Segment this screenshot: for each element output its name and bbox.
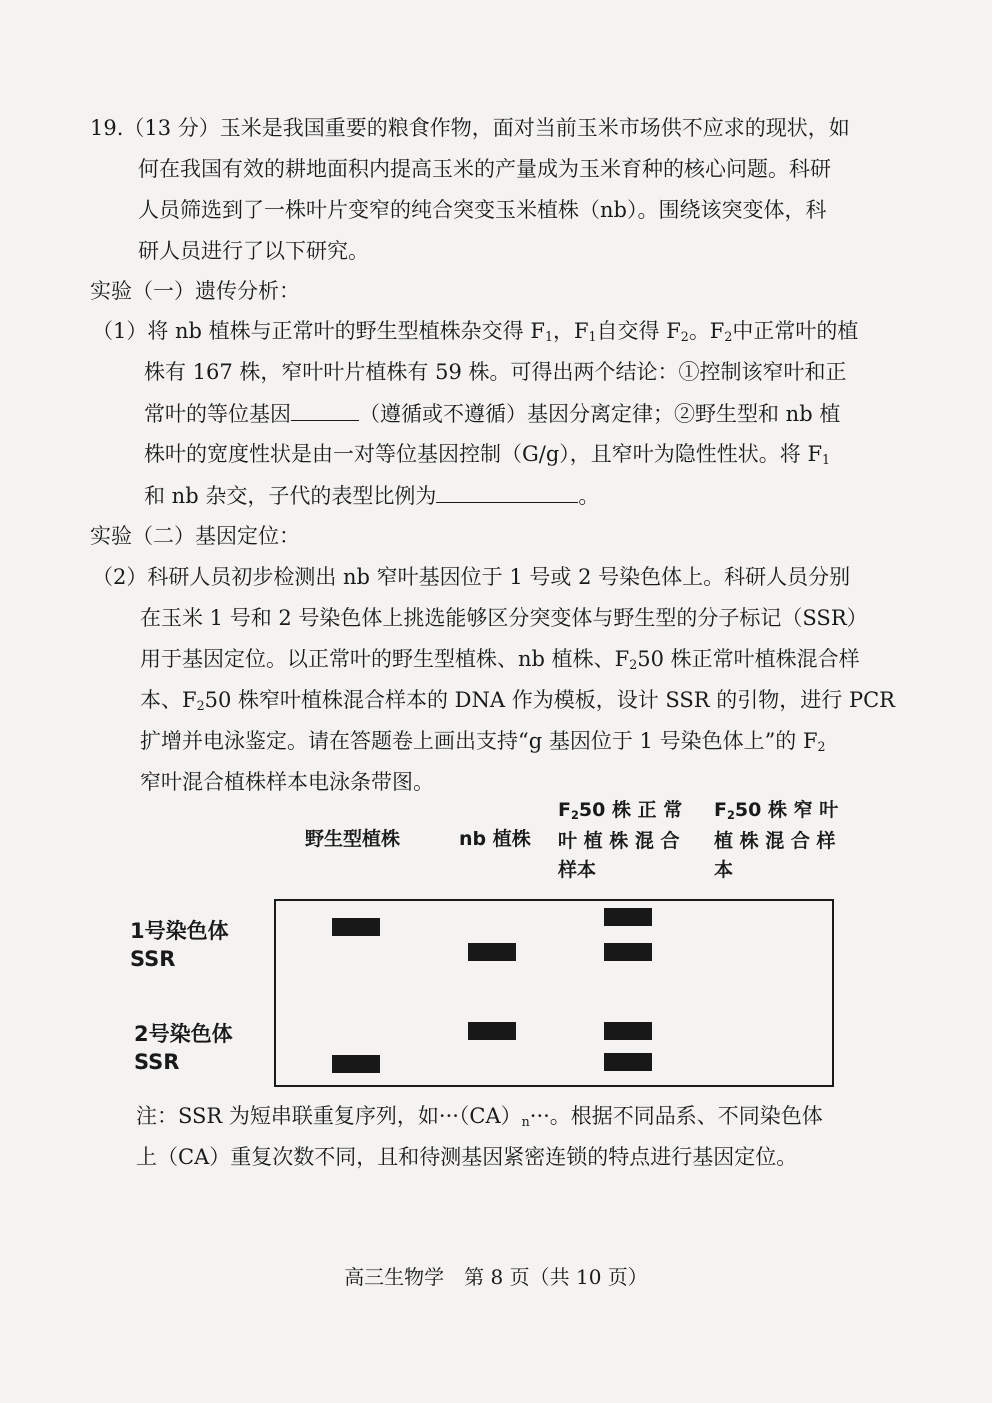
q1-line-2: 株有 167 株，窄叶叶片植株有 59 株。可得出两个结论：①控制该窄叶和正	[144, 360, 847, 384]
q1-line-1: （1）将 nb 植株与正常叶的野生型植株杂交得 $F_1$，$F_1$自交得 $F_2$。$F_2$中正常叶的植	[92, 319, 859, 345]
lane-label-f2-narrow-2: 植 株 混 合 样	[714, 830, 836, 852]
band-f2-normal-chr1-upper	[604, 908, 652, 926]
question-line-1: 19.（13 分）玉米是我国重要的粮食作物，面对当前玉米市场供不应求的现状，如	[90, 116, 850, 140]
row-label-chr1: 1号染色体	[130, 919, 229, 943]
note-line-2: 上（CA）重复次数不同，且和待测基因紧密连锁的特点进行基因定位。	[136, 1145, 798, 1169]
question-line-3: 人员筛选到了一株叶片变窄的纯合突变玉米植株（nb）。围绕该突变体，科	[138, 198, 827, 222]
lane-label-wild: 野生型植株	[305, 828, 401, 850]
q2-line-3: 用于基因定位。以正常叶的野生型植株、nb 植株、$F_250$ 株正常叶植株混合样	[140, 647, 860, 673]
q2-line-5: 扩增并电泳鉴定。请在答题卷上画出支持“g 基因位于 1 号染色体上”的 $F_2$	[140, 729, 826, 755]
question-line-2: 何在我国有效的耕地面积内提高玉米的产量成为玉米育种的核心问题。科研	[138, 157, 831, 181]
answer-blank-2	[436, 480, 578, 503]
answer-blank-1	[291, 398, 359, 421]
q1-line-4: 株叶的宽度性状是由一对等位基因控制（G/g），且窄叶为隐性性状。将 $F_1$	[144, 442, 831, 468]
lane-label-f2-normal-3: 样本	[558, 859, 597, 881]
row-label-chr2: 2号染色体	[134, 1022, 233, 1046]
lane-label-f2-narrow-3: 本	[714, 859, 734, 881]
q1-line-5: 和 nb 杂交，子代的表型比例为 。	[144, 480, 599, 511]
band-nb-chr2	[468, 1022, 516, 1040]
exp1-heading: 实验（一）遗传分析：	[90, 279, 300, 303]
band-f2-normal-chr2-upper	[604, 1022, 652, 1040]
q2-line-1: （2）科研人员初步检测出 nb 窄叶基因位于 1 号或 2 号染色体上。科研人员分别	[92, 565, 851, 589]
question-line-4: 研人员进行了以下研究。	[138, 239, 369, 263]
row-label-chr2-ssr: SSR	[134, 1050, 180, 1074]
page-footer: 高三生物学 第 8 页（共 10 页）	[344, 1265, 648, 1289]
electrophoresis-gel	[274, 899, 834, 1087]
band-nb-chr1	[468, 943, 516, 961]
band-f2-normal-chr1-lower	[604, 943, 652, 961]
q2-line-2: 在玉米 1 号和 2 号染色体上挑选能够区分突变体与野生型的分子标记（SSR）	[140, 606, 868, 630]
row-label-chr1-ssr: SSR	[130, 947, 176, 971]
q2-line-6: 窄叶混合植株样本电泳条带图。	[140, 770, 434, 794]
note-line-1: 注：SSR 为短串联重复序列，如$\cdot\cdot\cdot(CA)_n\cdot\cdot\cdot$。根据不同品系、不同染色体	[136, 1104, 823, 1130]
band-f2-normal-chr2-lower	[604, 1053, 652, 1071]
exp2-heading: 实验（二）基因定位：	[90, 524, 300, 548]
band-wild-chr2	[332, 1055, 380, 1073]
q2-line-4: 本、$F_250$ 株窄叶植株混合样本的 DNA 作为模板，设计 SSR 的引物，进行 PCR	[140, 688, 895, 714]
q1-line-3: 常叶的等位基因 （遵循或不遵循）基因分离定律；②野生型和 nb 植	[144, 398, 840, 429]
lane-label-nb: nb 植株	[459, 828, 531, 850]
band-wild-chr1	[332, 918, 380, 936]
lane-label-f2-narrow-1: $F_250$ 株 窄 叶	[714, 799, 839, 822]
lane-label-f2-normal-2: 叶 植 株 混 合	[558, 830, 680, 852]
lane-label-f2-normal-1: $F_250$ 株 正 常	[558, 799, 683, 822]
